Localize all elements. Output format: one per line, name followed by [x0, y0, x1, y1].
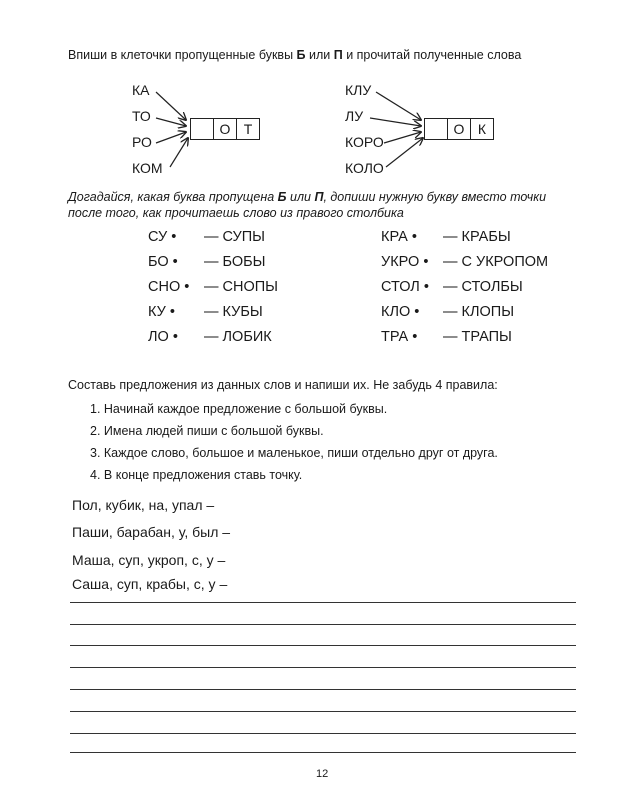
left-stem: СУ •: [148, 229, 177, 245]
right-word-1: КЛУ: [345, 82, 372, 98]
arrow-left-4: [170, 138, 188, 167]
left-word-4: КОМ: [132, 160, 163, 176]
writing-line[interactable]: [70, 667, 576, 668]
right-word-4: КОЛО: [345, 160, 384, 176]
arrow-right-4: [386, 138, 423, 167]
sentence-prompt: Саша, суп, крабы, с, у –: [72, 576, 228, 592]
arrow-left-2: [156, 118, 186, 126]
sentence-prompt: Паши, барабан, у, был –: [72, 524, 231, 540]
left-answer: — КУБЫ: [204, 304, 263, 320]
task2-instruction-line1: [68, 190, 546, 204]
right-stem: ТРА •: [381, 329, 418, 345]
left-answer: — СУПЫ: [204, 229, 265, 245]
right-cell-3: К: [477, 121, 487, 137]
page-number: 12: [316, 768, 329, 780]
left-cell-2: О: [214, 119, 237, 139]
writing-line[interactable]: [70, 624, 576, 625]
right-stem: СТОЛ •: [381, 279, 429, 295]
left-cell-3: Т: [243, 121, 253, 137]
writing-line[interactable]: [70, 711, 576, 712]
rule-item: 4. В конце предложения ставь точку.: [90, 468, 303, 482]
letter-p: П: [333, 48, 343, 62]
sentence-prompt: Пол, кубик, на, упал –: [72, 497, 215, 513]
task2-instruction-or: или: [286, 190, 315, 204]
task2-instruction-text: Догадайся, какая буква пропущена: [68, 190, 278, 204]
arrow-right-2: [370, 118, 421, 126]
writing-line[interactable]: [70, 733, 576, 734]
right-answer: — КРАБЫ: [443, 229, 511, 245]
task1-instruction-end: и прочитай полученные слова: [342, 48, 522, 62]
left-stem: СНО •: [148, 279, 190, 295]
arrows-graphic: [0, 0, 624, 200]
task1-instruction-text: Впиши в клеточки пропущенные буквы: [68, 48, 297, 62]
writing-line[interactable]: [70, 602, 576, 603]
right-answer: — КЛОПЫ: [443, 304, 515, 320]
writing-line[interactable]: [70, 689, 576, 690]
rule-item: 1. Начинай каждое предложение с большой буквы.: [90, 402, 388, 416]
left-word-3: РО: [132, 134, 152, 150]
right-stem: УКРО •: [381, 254, 429, 270]
arrow-right-1: [376, 92, 421, 120]
task2-instruction-end: , допиши нужную букву вместо точки: [323, 190, 547, 204]
left-stem: КУ •: [148, 304, 175, 320]
arrow-left-1: [156, 92, 186, 120]
writing-line[interactable]: [70, 645, 576, 646]
left-stem: ЛО •: [148, 329, 178, 345]
right-stem: КРА •: [381, 229, 417, 245]
left-answer: — ЛОБИК: [204, 329, 272, 345]
left-answer: — БОБЫ: [204, 254, 266, 270]
task3-instruction: Составь предложения из данных слов и напиши их. Не забудь 4 правила:: [68, 378, 498, 392]
right-answer: — С УКРОПОМ: [443, 254, 549, 270]
left-answer: — СНОПЫ: [204, 279, 279, 295]
letter-p: П: [314, 190, 324, 204]
writing-line[interactable]: [70, 752, 576, 753]
rule-item: 2. Имена людей пиши с большой буквы.: [90, 424, 324, 438]
right-stem: КЛО •: [381, 304, 420, 320]
right-word-2: ЛУ: [345, 108, 364, 124]
arrow-right-3: [384, 132, 421, 143]
letter-b: Б: [296, 48, 306, 62]
task2-instruction-line2: после того, как прочитаешь слово из правого столбика: [68, 206, 404, 220]
arrow-left-3: [156, 132, 186, 143]
sentence-prompt: Маша, суп, укроп, с, у –: [72, 552, 226, 568]
left-stem: БО •: [148, 254, 178, 270]
letter-b: Б: [277, 190, 287, 204]
task1-instruction-or: или: [305, 48, 334, 62]
right-cell-2: О: [448, 119, 471, 139]
right-word-3: КОРО: [345, 134, 384, 150]
left-word-2: ТО: [132, 108, 151, 124]
left-word-1: КА: [132, 82, 150, 98]
rule-item: 3. Каждое слово, большое и маленькое, пиши отдельно друг от друга.: [90, 446, 498, 460]
right-answer: — СТОЛБЫ: [443, 279, 523, 295]
right-answer: — ТРАПЫ: [443, 329, 512, 345]
